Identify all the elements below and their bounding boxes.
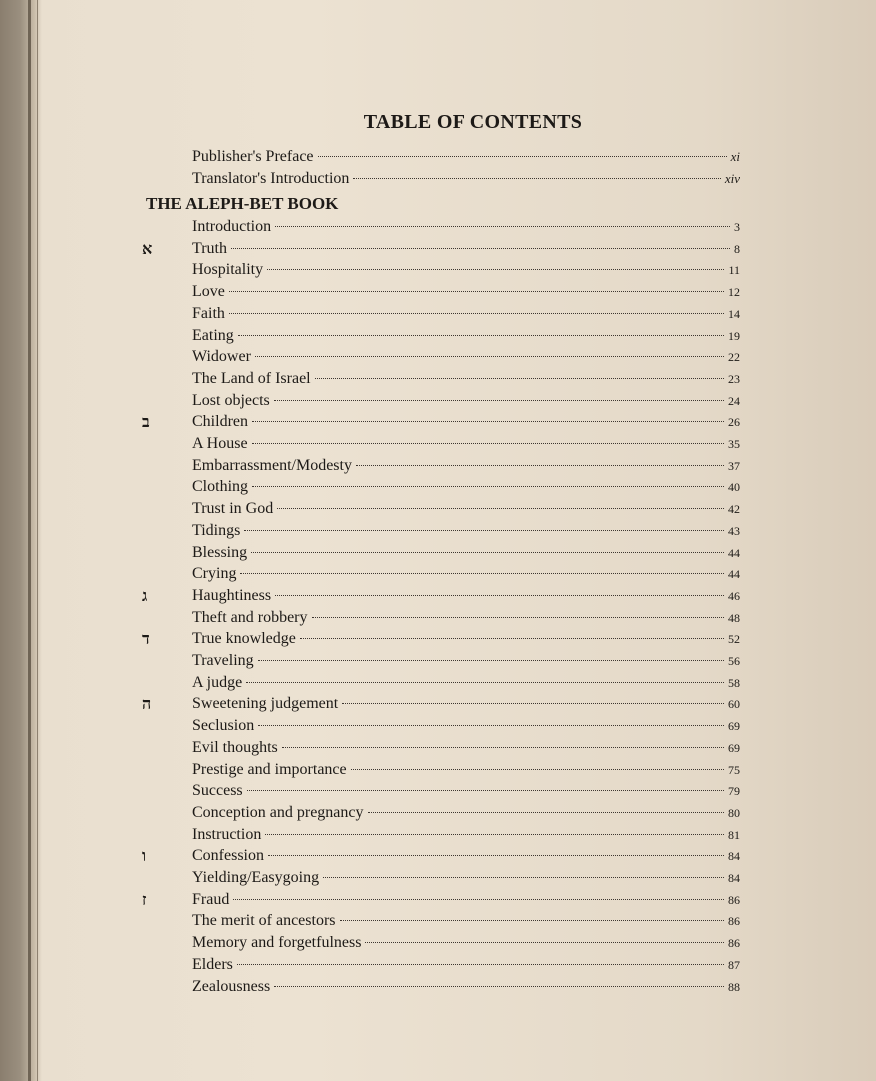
dot-leader [368,812,725,813]
page-number: 84 [728,849,740,863]
entry-label: Instruction [192,826,262,843]
toc-entry [192,695,740,715]
entry-label: Tidings [192,522,241,539]
dot-leader [251,552,724,553]
dot-leader [277,508,724,509]
dot-leader [274,986,724,987]
page-number: 81 [728,828,740,842]
dot-leader [267,269,724,270]
page-number: 80 [728,806,740,820]
hebrew-letter-marker: ב [142,412,150,431]
toc-entry [192,261,740,281]
entry-label: Introduction [192,218,272,235]
entry-label: Crying [192,565,237,582]
toc-entry [192,370,740,390]
entry-label: Memory and forgetfulness [192,934,362,951]
page-number: 69 [728,741,740,755]
dot-leader [229,313,724,314]
toc-entry [192,761,740,781]
entry-label: Traveling [192,652,254,669]
page-number: 11 [728,263,740,277]
entry-label: Faith [192,305,225,322]
toc-entry [192,826,740,846]
toc-entry [192,478,740,498]
entry-label: Conception and pregnancy [192,804,364,821]
dot-leader [247,790,724,791]
toc-entry [192,327,740,347]
dot-leader [323,877,724,878]
entry-label: The merit of ancestors [192,912,336,929]
toc-entry [192,956,740,976]
dot-leader [315,378,724,379]
toc-entry [192,912,740,932]
entry-label: Blessing [192,544,248,561]
toc-entry [192,240,740,260]
toc-entry [192,457,740,477]
toc-entry [192,283,740,303]
page-number: 35 [728,437,740,451]
entry-label: Children [192,413,248,430]
dot-leader [312,617,724,618]
page-number: 46 [728,589,740,603]
dot-leader [282,747,724,748]
dot-leader [275,595,724,596]
entry-label: Embarrassment/Modesty [192,457,352,474]
toc-entry [192,587,740,607]
toc-entry [192,891,740,911]
page-number: 3 [734,220,740,234]
toc-entry [192,392,740,412]
toc-entry [192,544,740,564]
entry-label: True knowledge [192,630,296,647]
entry-label: Fraud [192,891,230,908]
toc-entry [192,869,740,889]
dot-leader [300,638,724,639]
page-number: xi [730,149,740,164]
dot-leader [342,703,724,704]
entry-label: Evil thoughts [192,739,278,756]
page-number: 87 [728,958,740,972]
entry-label: Trust in God [192,500,274,517]
page-number: 24 [728,394,740,408]
entry-label: Prestige and importance [192,761,347,778]
entry-label: Clothing [192,478,249,495]
entry-label: Elders [192,956,233,973]
book-spine-shadow [28,0,31,1081]
dot-leader [255,356,724,357]
entry-label: Success [192,782,243,799]
toc-entry [192,348,740,368]
page-number: xiv [724,171,740,186]
dot-leader [351,769,724,770]
dot-leader [246,682,724,683]
dot-leader [353,178,720,179]
entry-label: Translator's Introduction [192,170,350,187]
toc-entry [192,500,740,520]
entry-label: Hospitality [192,261,264,278]
entry-label: Lost objects [192,392,270,409]
dot-leader [244,530,724,531]
hebrew-letter-marker: ד [142,629,150,648]
toc-entry [192,934,740,954]
entry-label: Publisher's Preface [192,148,314,165]
entry-label: Eating [192,327,234,344]
hebrew-letter-marker: א [142,239,153,258]
toc-entry [192,218,740,238]
toc-entry [192,148,740,168]
page-number: 48 [728,611,740,625]
toc-entry [192,717,740,737]
entry-label: Sweetening judgement [192,695,339,712]
toc-entry [192,630,740,650]
page-number: 19 [728,329,740,343]
page-number: 12 [728,285,740,299]
entry-label: Zealousness [192,978,271,995]
page-number: 86 [728,893,740,907]
dot-leader [318,156,727,157]
section-title: THE ALEPH-BET BOOK [146,194,339,213]
dot-leader [233,899,724,900]
page-title: TABLE OF CONTENTS [363,111,583,133]
entry-label: Love [192,283,225,300]
page-number: 60 [728,697,740,711]
hebrew-letter-marker: ג [142,586,148,605]
toc-entry [192,565,740,585]
page-number: 43 [728,524,740,538]
dot-leader [340,920,725,921]
entry-label: Widower [192,348,251,365]
entry-label: A House [192,435,248,452]
book-binding-line [37,0,38,1081]
page-number: 52 [728,632,740,646]
dot-leader [265,834,724,835]
entry-label: Seclusion [192,717,255,734]
page-number: 44 [728,567,740,581]
dot-leader [252,486,724,487]
hebrew-letter-marker: ו [142,846,147,865]
page-number: 58 [728,676,740,690]
toc-entry [192,847,740,867]
page-number: 79 [728,784,740,798]
entry-label: A judge [192,674,243,691]
dot-leader [240,573,724,574]
dot-leader [365,942,724,943]
dot-leader [356,465,724,466]
entry-label: Theft and robbery [192,609,308,626]
dot-leader [237,964,724,965]
dot-leader [252,443,724,444]
toc-entry [192,652,740,672]
page-number: 75 [728,763,740,777]
dot-leader [231,248,730,249]
dot-leader [274,400,724,401]
page-number: 26 [728,415,740,429]
contents-page [40,0,876,1081]
toc-entry [192,804,740,824]
toc-entry [192,782,740,802]
dot-leader [258,660,724,661]
page-number: 86 [728,914,740,928]
page-number: 88 [728,980,740,994]
toc-entry [192,413,740,433]
hebrew-letter-marker: ה [142,694,152,713]
page-number: 40 [728,480,740,494]
toc-entry [192,305,740,325]
toc-entry [192,674,740,694]
page-number: 44 [728,546,740,560]
entry-label: Truth [192,240,227,257]
dot-leader [258,725,724,726]
page-number: 69 [728,719,740,733]
hebrew-letter-marker: ז [142,890,147,909]
toc-entry [192,739,740,759]
toc-entry [192,435,740,455]
page-number: 14 [728,307,740,321]
entry-label: The Land of Israel [192,370,311,387]
toc-entry [192,170,740,190]
entry-label: Haughtiness [192,587,272,604]
entry-label: Yielding/Easygoing [192,869,320,886]
page-number: 8 [734,242,740,256]
page-number: 86 [728,936,740,950]
dot-leader [268,855,724,856]
toc-entry [192,522,740,542]
dot-leader [238,335,724,336]
dot-leader [275,226,730,227]
entry-label: Confession [192,847,264,864]
page-number: 22 [728,350,740,364]
page-number: 37 [728,459,740,473]
dot-leader [229,291,724,292]
page-number: 56 [728,654,740,668]
toc-entry [192,609,740,629]
toc-entry [192,978,740,998]
page-number: 42 [728,502,740,516]
page-number: 23 [728,372,740,386]
dot-leader [252,421,724,422]
page-number: 84 [728,871,740,885]
